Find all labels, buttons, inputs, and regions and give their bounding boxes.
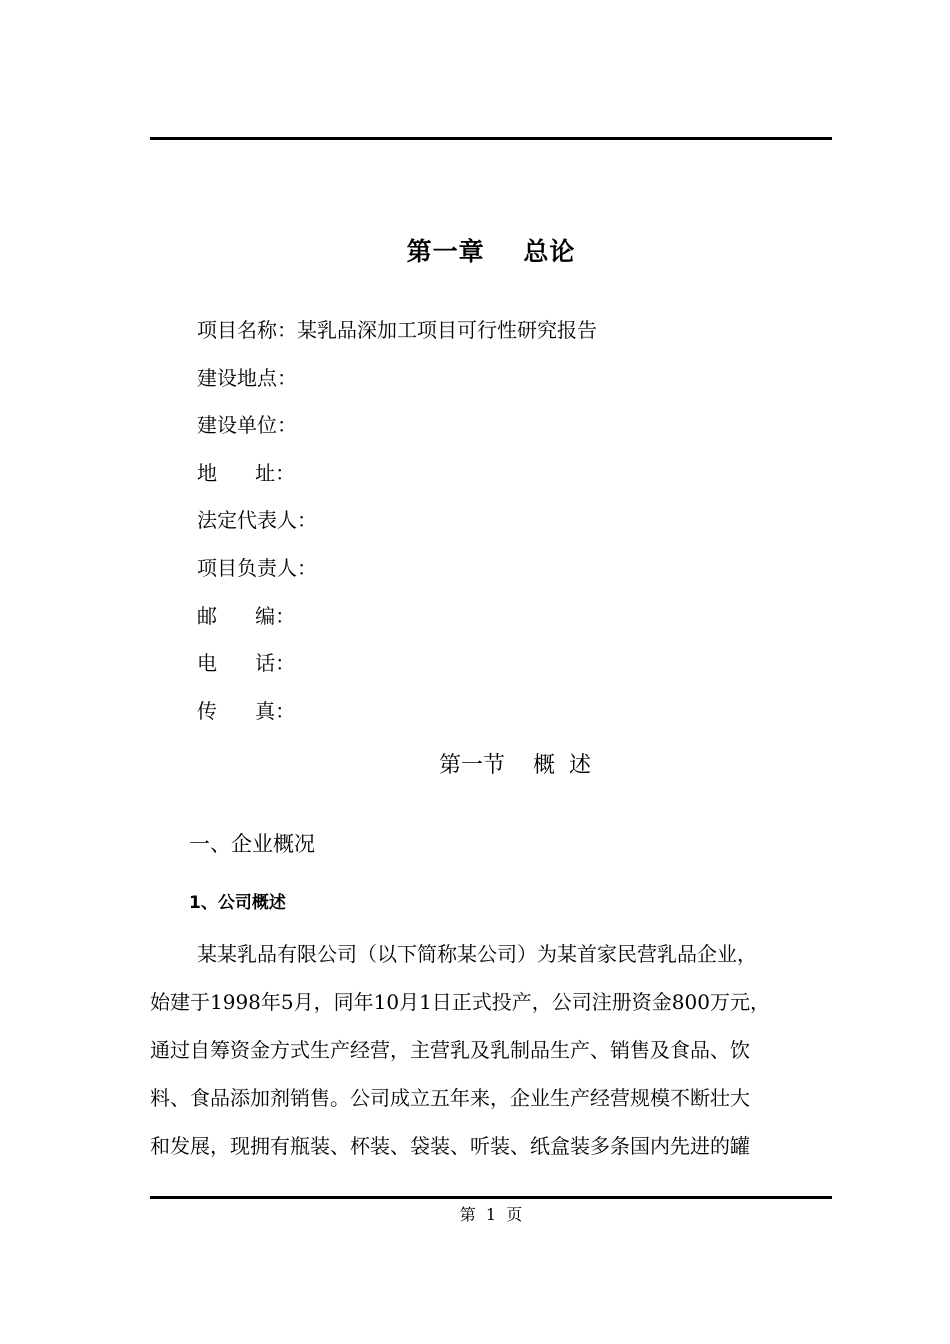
info-item-site: [197, 360, 597, 408]
info-label: 建设地点：: [197, 365, 297, 390]
info-label: 传 真：: [197, 698, 296, 723]
info-item-legal-rep: [197, 502, 597, 550]
page-number: 第 1 页: [459, 1205, 523, 1224]
footer-rule: [150, 1196, 832, 1199]
subheading-company-summary: 1、公司概述: [189, 893, 286, 913]
info-item-project-name: [197, 312, 597, 360]
body-line: 某某乳品有限公司（以下简称某公司）为某首家民营乳品企业，: [197, 942, 757, 966]
info-item-phone: [197, 645, 597, 693]
info-item-address: [197, 455, 597, 503]
info-item-fax: [197, 693, 597, 741]
info-label: 项目负责人：: [197, 555, 317, 580]
body-line: 和发展，现拥有瓶装、杯装、袋装、听装、纸盒装多条国内先进的罐: [150, 1134, 750, 1158]
info-label: 建设单位：: [197, 413, 297, 438]
info-item-project-lead: [197, 550, 597, 598]
body-line: 料、食品添加剂销售。公司成立五年来，企业生产经营规模不断壮大: [150, 1086, 750, 1110]
info-label: 项目名称：: [197, 318, 297, 342]
section-title: 第一节 概 述: [439, 753, 591, 778]
header-rule: [150, 137, 832, 140]
heading-company-overview: 一、企业概况: [189, 832, 315, 856]
info-item-builder: [197, 407, 597, 455]
body-paragraph: [150, 936, 850, 1176]
info-label: 邮 编：: [197, 603, 296, 628]
body-line: 始建于1998年5月，同年10月1日正式投产，公司注册资金800万元，: [150, 990, 770, 1014]
info-value: 某乳品深加工项目可行性研究报告: [297, 318, 597, 342]
info-label: 电 话：: [197, 651, 296, 676]
info-label: 法定代表人：: [197, 508, 317, 533]
info-label: 地 址：: [197, 460, 296, 485]
body-line: 通过自筹资金方式生产经营，主营乳及乳制品生产、销售及食品、饮: [150, 1038, 750, 1062]
info-item-postcode: [197, 598, 597, 646]
chapter-title: 第一章 总论: [406, 237, 576, 266]
project-info-list: [197, 312, 597, 740]
